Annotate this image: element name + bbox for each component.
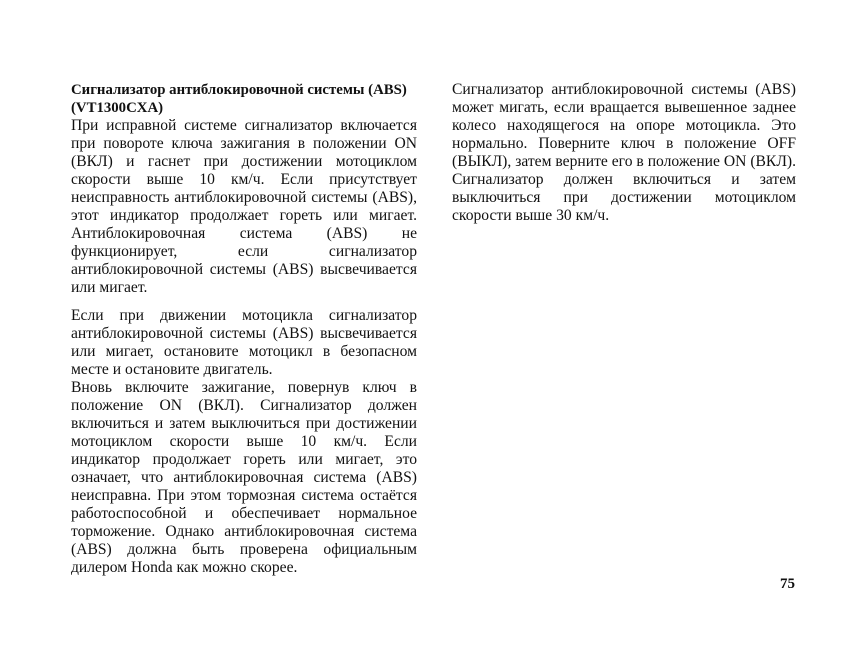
page-number: 75 bbox=[780, 576, 795, 592]
left-column bbox=[71, 81, 417, 577]
section-heading: Сигнализатор антиблокировочной системы (ABS) (VT1300CXA) bbox=[71, 82, 407, 116]
paragraph-rear-wheel-note: Сигнализатор антиблокировочной системы (ABS) может мигать, если вращается вывешенное заднее колесо находящегося на опоре мотоцикла. Это нормально. Поверните ключ в положение OFF (ВЫКЛ), затем верните его в положение ON (ВКЛ). Сигнализатор должен включиться и затем выключиться при достижении мотоциклом скорости выше 30 км/ч. bbox=[452, 81, 796, 224]
paragraph-while-riding: Если при движении мотоцикла сигнализатор антиблокировочной системы (ABS) высвечивается или мигает, остановите мотоцикл в безопасном месте и остановите двигатель. bbox=[71, 307, 417, 378]
right-column bbox=[452, 81, 796, 225]
paragraph-normal-operation: При исправной системе сигнализатор включается при повороте ключа зажигания в положении ON (ВКЛ) и гаснет при достижении мотоциклом скорости выше 10 км/ч. Если присутствует неисправность антиблокировочной системы (ABS), этот индикатор продолжает гореть или мигает. Антиблокировочная система (ABS) не функционирует, если сигнализатор антиблокировочной системы (ABS) высвечивается или мигает. bbox=[71, 117, 417, 296]
paragraph-restart-check: Вновь включите зажигание, повернув ключ в положение ON (ВКЛ). Сигнализатор должен включиться и затем выключиться при достижении мотоциклом скорости выше 10 км/ч. Если индикатор продолжает гореть или мигает, это означает, что антиблокировочная система (ABS) неисправна. При этом тормозная система остаётся работоспособной и обеспечивает нормальное торможение. Однако антиблокировочная система (ABS) должна быть проверена официальным дилером Honda как можно скорее. bbox=[71, 379, 417, 576]
